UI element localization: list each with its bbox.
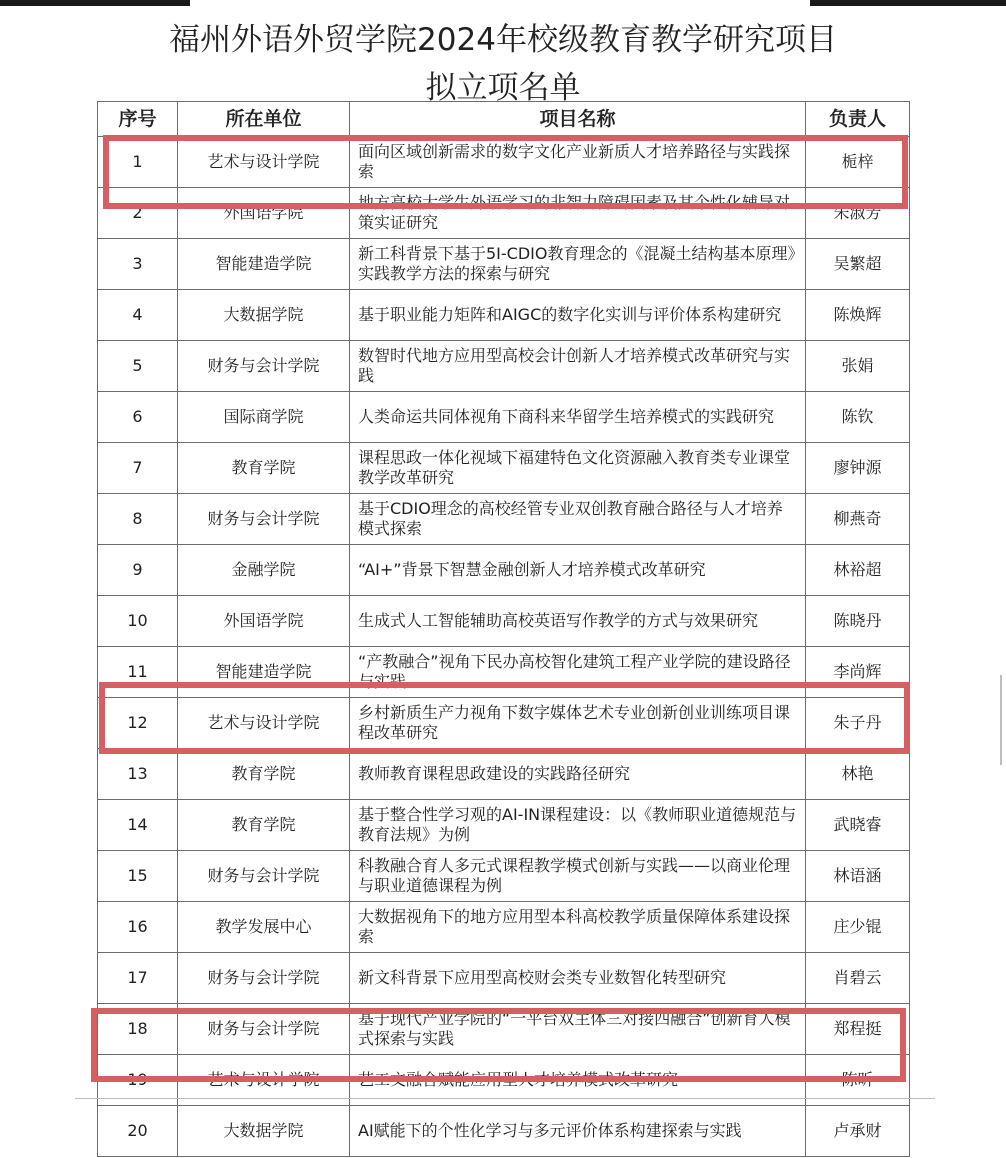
cell-project: 基于CDIO理念的高校经管专业双创教育融合路径与人才培养模式探索 [350, 494, 806, 545]
cell-leader: 张娟 [806, 341, 910, 392]
cell-project: “AI+”背景下智慧金融创新人才培养模式改革研究 [350, 545, 806, 596]
cell-unit: 教育学院 [178, 800, 350, 851]
cell-no: 12 [98, 698, 178, 749]
cell-unit: 财务与会计学院 [178, 341, 350, 392]
cell-unit: 教育学院 [178, 749, 350, 800]
cell-leader: 吴繁超 [806, 239, 910, 290]
table-row [98, 545, 910, 596]
table-row [98, 239, 910, 290]
cell-leader: 武晓睿 [806, 800, 910, 851]
cell-project: 大数据视角下的地方应用型本科高校教学质量保障体系建设探索 [350, 902, 806, 953]
cell-unit: 智能建造学院 [178, 647, 350, 698]
cell-leader: 陈钦 [806, 392, 910, 443]
document-title: 福州外语外贸学院2024年校级教育教学研究项目 [169, 22, 837, 58]
header-leader: 负责人 [806, 102, 910, 137]
cell-project: 新文科背景下应用型高校财会类专业数智化转型研究 [350, 953, 806, 1004]
cell-leader: 庄少锟 [806, 902, 910, 953]
cell-project: 教师教育课程思政建设的实践路径研究 [350, 749, 806, 800]
cell-unit: 智能建造学院 [178, 239, 350, 290]
cell-no: 11 [98, 647, 178, 698]
cell-leader: 柳燕奇 [806, 494, 910, 545]
cell-unit: 外国语学院 [178, 188, 350, 239]
cell-project: 艺工文融合赋能应用型人才培养模式改革研究 [350, 1055, 806, 1106]
cell-project: 科教融合育人多元式课程教学模式创新与实践——以商业伦理与职业道德课程为例 [350, 851, 806, 902]
cell-no: 8 [98, 494, 178, 545]
table-row [98, 647, 910, 698]
cell-unit: 财务与会计学院 [178, 1004, 350, 1055]
cell-unit: 大数据学院 [178, 290, 350, 341]
cell-unit: 财务与会计学院 [178, 494, 350, 545]
cell-project: 基于职业能力矩阵和AIGC的数字化实训与评价体系构建研究 [350, 290, 806, 341]
table-row [98, 443, 910, 494]
header-unit: 所在单位 [178, 102, 350, 137]
cell-no: 3 [98, 239, 178, 290]
cell-leader: 卢承财 [806, 1106, 910, 1157]
cell-leader: 廖钟源 [806, 443, 910, 494]
cell-unit: 教学发展中心 [178, 902, 350, 953]
cell-unit: 金融学院 [178, 545, 350, 596]
cell-leader: 林语涵 [806, 851, 910, 902]
table-row [98, 290, 910, 341]
cell-leader: 李尚辉 [806, 647, 910, 698]
top-bar-gap [190, 0, 810, 6]
cell-no: 4 [98, 290, 178, 341]
cell-leader: 陈焕辉 [806, 290, 910, 341]
cell-unit: 国际商学院 [178, 392, 350, 443]
cell-unit: 财务与会计学院 [178, 851, 350, 902]
cell-no: 15 [98, 851, 178, 902]
table-row [98, 1106, 910, 1157]
header-project: 项目名称 [350, 102, 806, 137]
table-row [98, 341, 910, 392]
cell-no: 16 [98, 902, 178, 953]
table-row [98, 1004, 910, 1055]
page-edge-line [75, 1098, 935, 1099]
cell-no: 17 [98, 953, 178, 1004]
table-row [98, 392, 910, 443]
cell-project: 人类命运共同体视角下商科来华留学生培养模式的实践研究 [350, 392, 806, 443]
project-table [97, 101, 910, 1157]
cell-leader: 郑程挺 [806, 1004, 910, 1055]
cell-leader: 陈昕 [806, 1055, 910, 1106]
cell-leader: 朱淑芳 [806, 188, 910, 239]
cell-no: 19 [98, 1055, 178, 1106]
cell-unit: 艺术与设计学院 [178, 1055, 350, 1106]
cell-unit: 外国语学院 [178, 596, 350, 647]
scrollbar-track [1000, 675, 1002, 765]
cell-leader: 朱子丹 [806, 698, 910, 749]
cell-no: 13 [98, 749, 178, 800]
cell-unit: 财务与会计学院 [178, 953, 350, 1004]
cell-project: 基于现代产业学院的“一平台双主体三对接四融合”创新育人模式探索与实践 [350, 1004, 806, 1055]
cell-leader: 陈晓丹 [806, 596, 910, 647]
cell-no: 10 [98, 596, 178, 647]
table-row [98, 800, 910, 851]
cell-no: 6 [98, 392, 178, 443]
cell-no: 5 [98, 341, 178, 392]
cell-no: 9 [98, 545, 178, 596]
cell-project: AI赋能下的个性化学习与多元评价体系构建探索与实践 [350, 1106, 806, 1157]
table-row [98, 137, 910, 188]
cell-project: 地方高校大学生外语学习的非智力障碍因素及其个性化辅导对策实证研究 [350, 188, 806, 239]
cell-leader: 栀梓 [806, 137, 910, 188]
cell-no: 2 [98, 188, 178, 239]
cell-project: 课程思政一体化视域下福建特色文化资源融入教育类专业课堂教学改革研究 [350, 443, 806, 494]
table-header-row [98, 102, 910, 137]
table-row [98, 698, 910, 749]
cell-project: 基于整合性学习观的AI-IN课程建设：以《教师职业道德规范与教育法规》为例 [350, 800, 806, 851]
table-row [98, 749, 910, 800]
cell-no: 14 [98, 800, 178, 851]
cell-project: 新工科背景下基于5I-CDIO教育理念的《混凝土结构基本原理》实践教学方法的探索与研究 [350, 239, 806, 290]
cell-project: 数智时代地方应用型高校会计创新人才培养模式改革研究与实践 [350, 341, 806, 392]
cell-leader: 肖碧云 [806, 953, 910, 1004]
cell-no: 1 [98, 137, 178, 188]
cell-project: 乡村新质生产力视角下数字媒体艺术专业创新创业训练项目课程改革研究 [350, 698, 806, 749]
cell-unit: 教育学院 [178, 443, 350, 494]
cell-project: “产教融合”视角下民办高校智化建筑工程产业学院的建设路径与实践 [350, 647, 806, 698]
table-row [98, 902, 910, 953]
cell-project: 生成式人工智能辅助高校英语写作教学的方式与效果研究 [350, 596, 806, 647]
table-row [98, 953, 910, 1004]
table-row [98, 596, 910, 647]
document-subtitle: 拟立项名单 [425, 70, 581, 106]
cell-unit: 大数据学院 [178, 1106, 350, 1157]
table-row [98, 188, 910, 239]
cell-no: 18 [98, 1004, 178, 1055]
cell-no: 20 [98, 1106, 178, 1157]
table-row [98, 494, 910, 545]
cell-leader: 林裕超 [806, 545, 910, 596]
cell-project: 面向区域创新需求的数字文化产业新质人才培养路径与实践探索 [350, 137, 806, 188]
cell-unit: 艺术与设计学院 [178, 137, 350, 188]
cell-unit: 艺术与设计学院 [178, 698, 350, 749]
cell-leader: 林艳 [806, 749, 910, 800]
cell-no: 7 [98, 443, 178, 494]
table-row [98, 851, 910, 902]
header-no: 序号 [98, 102, 178, 137]
